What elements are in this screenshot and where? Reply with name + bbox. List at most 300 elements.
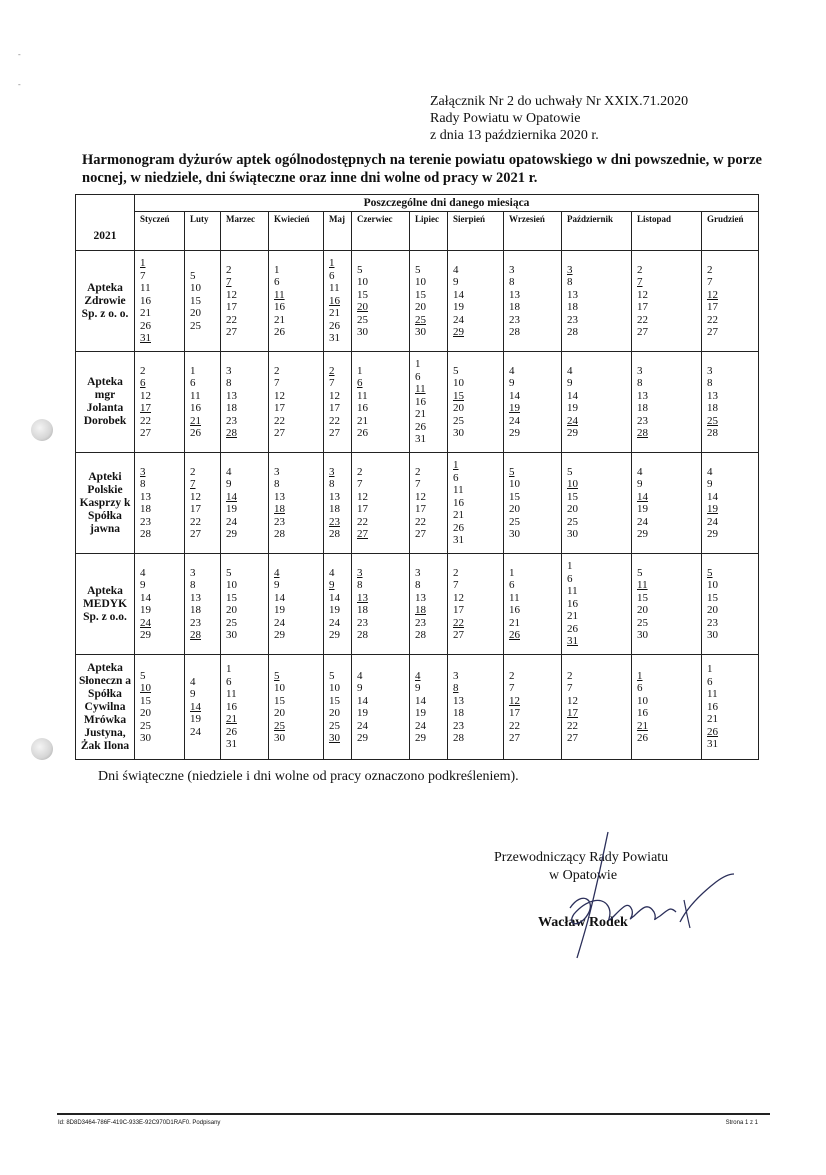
duty-day: 10 [226,579,237,591]
duty-day: 24 [509,414,520,427]
pharmacy-name: Apteka MEDYK Sp. z o.o. [76,554,135,655]
duty-day: 22 [707,313,718,326]
duty-days-list [190,365,220,440]
duty-day: 9 [567,377,573,389]
duty-day-holiday: 25 [274,719,285,732]
resolution-header [430,93,688,144]
month-header: Lipiec [410,212,448,251]
duty-day: 6 [509,579,515,591]
handwritten-signature [530,830,750,960]
duty-days-cell [324,352,352,453]
duty-day: 22 [637,313,648,326]
duty-days-cell [562,251,632,352]
duty-day-holiday: 11 [415,383,426,396]
duty-day: 29 [415,732,426,744]
duty-day: 4 [567,364,573,377]
duty-day-holiday: 15 [453,389,464,402]
duty-day: 3 [637,364,643,377]
footer-rule [57,1113,770,1115]
duty-day: 24 [329,616,340,629]
duty-day: 14 [509,389,520,402]
duty-day: 26 [226,725,237,738]
duty-day: 9 [637,478,643,490]
duty-day: 21 [329,307,340,320]
duty-day-holiday: 26 [707,725,718,738]
duty-day-holiday: 21 [637,719,648,732]
document-title: Harmonogram dyżurów aptek ogólnodostępnych na terenie powiatu opatowskiego w dni powszednie, w porze nocnej, w niedziele, dni świąteczne oraz inne dni wolne od pracy w 2021 r. [82,152,762,186]
duty-day: 18 [567,301,578,313]
duty-day: 1 [509,566,515,579]
duty-day: 2 [637,263,643,276]
duty-day: 24 [453,313,464,326]
duty-days-cell [269,655,324,760]
duty-days-list [140,466,184,541]
duty-day: 20 [453,402,464,414]
duty-days-cell [702,352,759,453]
duty-day: 8 [357,579,363,591]
duty-day: 29 [567,427,578,439]
duty-day: 22 [567,719,578,732]
duty-day-holiday: 12 [509,694,520,707]
duty-day: 4 [140,566,146,579]
duty-days-cell [504,251,562,352]
duty-day: 27 [190,528,201,540]
duty-days-cell [410,453,448,554]
duty-day: 2 [567,669,573,682]
duty-day-holiday: 1 [140,257,146,270]
duty-day: 26 [637,732,648,744]
duty-days-list [567,560,631,648]
duty-day: 5 [329,669,335,682]
duty-day: 25 [357,313,368,326]
duty-days-list [329,567,351,642]
duty-day: 14 [453,288,464,301]
duty-day-holiday: 7 [637,276,643,288]
duty-day: 30 [140,732,151,744]
duty-day: 8 [329,478,335,490]
duty-day: 22 [509,719,520,732]
punch-hole [31,738,53,760]
duty-day: 20 [190,307,201,320]
duty-day-holiday: 5 [274,669,280,682]
duty-day: 16 [140,294,151,307]
duty-day: 11 [329,282,340,295]
signatory-role-place: w Opatowie [549,868,618,883]
duty-day: 13 [567,288,578,301]
duty-day: 15 [329,694,340,707]
duty-days-cell [562,352,632,453]
duty-days-list [140,567,184,642]
duty-day: 16 [637,707,648,719]
duty-day-holiday: 21 [190,414,201,427]
duty-day: 8 [140,478,146,490]
duty-day: 7 [329,377,335,389]
duty-day: 17 [707,301,718,313]
duty-day: 27 [329,427,340,439]
duty-day-holiday: 6 [140,377,146,389]
duty-day: 12 [226,288,237,301]
duty-days-cell [269,453,324,554]
duty-days-cell [185,453,221,554]
duty-day: 30 [415,326,426,338]
duty-day: 22 [415,515,426,528]
duty-day: 8 [567,276,573,288]
duty-days-list [357,466,409,541]
duty-days-list [637,567,701,642]
duty-day: 17 [190,503,201,515]
duty-day: 19 [226,503,237,515]
duty-day: 19 [453,301,464,313]
duty-day: 7 [274,377,280,389]
duty-day: 25 [226,616,237,629]
duty-day: 26 [415,420,426,433]
duty-day-holiday: 5 [707,566,713,579]
duty-day: 13 [415,591,426,604]
duty-days-list [707,567,758,642]
duty-day: 6 [226,675,232,688]
duty-days-cell [221,453,269,554]
duty-day: 23 [509,313,520,326]
duty-day: 17 [226,301,237,313]
duty-day: 29 [509,427,520,439]
duty-day: 29 [274,629,285,641]
duty-day: 23 [453,719,464,732]
duty-day: 12 [190,490,201,503]
duty-day: 9 [226,478,232,490]
duty-day-holiday: 24 [567,414,578,427]
duty-day-holiday: 14 [637,490,648,503]
duty-day: 13 [274,490,285,503]
duty-days-list [509,567,561,642]
duty-day-holiday: 7 [190,478,196,490]
duty-days-cell [702,453,759,554]
duty-day: 17 [637,301,648,313]
duty-day: 26 [453,521,464,534]
duty-days-list [509,466,561,541]
duty-day: 11 [567,585,578,598]
pharmacy-row [76,554,759,655]
duty-day-holiday: 19 [707,503,718,515]
duty-days-list [707,466,758,541]
duty-day: 30 [357,326,368,338]
pharmacy-row [76,655,759,760]
duty-day-holiday: 1 [453,459,459,472]
duty-days-list [226,663,268,751]
duty-day: 26 [140,319,151,332]
duty-day-holiday: 14 [190,700,201,713]
duty-days-cell [269,352,324,453]
duty-days-cell [135,655,185,760]
duty-day: 11 [226,688,237,701]
duty-day-holiday: 4 [415,669,421,682]
duty-day: 21 [453,509,464,522]
duty-day: 27 [707,326,718,338]
signatory-name: Wacław Rodek [538,915,628,930]
duty-days-cell [269,251,324,352]
duty-day: 15 [190,294,201,307]
duty-day-holiday: 8 [453,682,459,694]
duty-day: 23 [274,515,285,528]
duty-day: 6 [329,269,335,282]
duty-day: 14 [357,694,368,707]
duty-day: 23 [357,616,368,629]
duty-days-list [415,567,447,642]
duty-day: 13 [637,389,648,402]
duty-days-list [329,466,351,541]
duty-days-cell [221,352,269,453]
duty-day: 28 [567,326,578,338]
duty-days-list [274,567,323,642]
duty-day: 27 [415,528,426,540]
duty-days-cell [448,655,504,760]
duty-days-cell [135,251,185,352]
duty-days-cell [185,655,221,760]
duty-days-list [453,567,503,642]
duty-day: 28 [415,629,426,641]
duty-day: 5 [453,364,459,377]
duty-days-list [509,264,561,339]
duty-days-cell [632,453,702,554]
duty-days-list [567,264,631,339]
duty-days-list [226,264,268,339]
duty-day: 6 [274,276,280,288]
duty-day-holiday: 22 [453,616,464,629]
duty-day: 24 [274,616,285,629]
month-header: Maj [324,212,352,251]
duty-day: 18 [707,402,718,414]
duty-day: 19 [637,503,648,515]
duty-days-list [637,365,701,440]
duty-day: 12 [567,694,578,707]
duty-day: 9 [415,682,421,694]
duty-day: 1 [567,560,573,573]
duty-day-holiday: 2 [329,364,335,377]
duty-day: 17 [415,503,426,515]
duty-day: 19 [140,604,151,616]
month-header: Kwiecień [269,212,324,251]
duty-day-holiday: 28 [226,427,237,439]
duty-day: 5 [637,566,643,579]
duty-day-holiday: 10 [140,682,151,694]
duty-days-cell [562,655,632,760]
duty-day-holiday: 14 [226,490,237,503]
duty-day: 29 [140,629,151,641]
duty-day: 23 [140,515,151,528]
duty-days-cell [410,655,448,760]
duty-day: 28 [357,629,368,641]
duty-day: 18 [357,604,368,616]
duty-day: 10 [415,276,426,288]
duty-day-holiday: 23 [329,515,340,528]
duty-day: 2 [226,263,232,276]
duty-day: 7 [707,276,713,288]
duty-days-list [226,466,268,541]
duty-day: 12 [140,389,151,402]
duty-day-holiday: 29 [453,326,464,338]
duty-day-holiday: 17 [140,402,151,414]
duty-day: 4 [637,465,643,478]
duty-day: 6 [190,377,196,389]
duty-day-holiday: 3 [329,465,335,478]
duty-days-cell [702,251,759,352]
duty-days-list [567,466,631,541]
duty-day: 18 [637,402,648,414]
duty-day: 27 [274,427,285,439]
duty-day: 19 [567,402,578,414]
month-header-row [76,212,759,251]
duty-day: 30 [453,427,464,439]
duty-day: 16 [707,700,718,713]
duty-day: 20 [226,604,237,616]
duty-days-cell [562,554,632,655]
duty-day: 18 [190,604,201,616]
duty-day: 4 [509,364,515,377]
duty-day: 22 [357,515,368,528]
duty-day: 4 [190,675,196,688]
duty-days-list [274,670,323,745]
duty-day: 24 [707,515,718,528]
duty-day: 13 [453,694,464,707]
month-header: Październik [562,212,632,251]
duty-day: 17 [274,402,285,414]
duty-day: 12 [415,490,426,503]
duty-day: 8 [707,377,713,389]
duty-days-cell [324,453,352,554]
duty-day: 14 [567,389,578,402]
duty-day: 2 [415,465,421,478]
duty-day: 26 [357,427,368,439]
duty-day: 1 [415,358,421,371]
duty-day: 10 [509,478,520,490]
page-number: Strona 1 z 1 [725,1120,758,1126]
duty-days-cell [352,655,410,760]
duty-day: 22 [190,515,201,528]
duty-day: 11 [140,282,151,295]
duty-days-cell [135,554,185,655]
duty-days-cell [632,352,702,453]
duty-day: 13 [140,490,151,503]
duty-day: 6 [453,471,459,484]
duty-day: 28 [453,732,464,744]
duty-day: 15 [567,490,578,503]
duty-days-list [190,567,220,642]
duty-days-list [140,365,184,440]
duty-day: 7 [567,682,573,694]
duty-day: 12 [637,288,648,301]
duty-day: 12 [329,389,340,402]
duty-day: 27 [453,629,464,641]
duty-day: 28 [329,528,340,540]
duty-day: 9 [453,276,459,288]
duty-days-list [567,670,631,745]
duty-day: 1 [226,663,232,676]
duty-day: 29 [329,629,340,641]
duty-day: 3 [274,465,280,478]
duty-day-holiday: 10 [567,478,578,490]
duty-day: 7 [140,269,146,282]
duty-day: 5 [190,269,196,282]
duty-days-cell [269,554,324,655]
duty-day: 22 [274,414,285,427]
duty-day-holiday: 6 [357,377,363,389]
duty-days-list [274,365,323,440]
duty-days-cell [185,251,221,352]
duty-day-holiday: 3 [140,465,146,478]
duty-days-list [453,264,503,339]
duty-day: 5 [226,566,232,579]
month-header: Czerwiec [352,212,410,251]
duty-days-list [453,459,503,547]
duty-day: 25 [190,319,201,332]
duty-day: 28 [707,427,718,439]
duty-day: 2 [509,669,515,682]
duty-day: 13 [190,591,201,604]
duty-day: 14 [415,694,426,707]
duty-day: 25 [453,414,464,427]
duty-day: 5 [415,263,421,276]
duty-day: 9 [357,682,363,694]
duty-days-cell [632,554,702,655]
duty-day: 8 [274,478,280,490]
duty-day: 9 [274,579,280,591]
duty-day: 6 [415,370,421,383]
duty-days-list [415,466,447,541]
duty-day-holiday: 16 [329,294,340,307]
duty-day: 8 [637,377,643,389]
duty-day: 1 [357,364,363,377]
duty-days-cell [410,352,448,453]
duty-day: 16 [509,604,520,616]
duty-day: 16 [226,700,237,713]
duty-day: 24 [637,515,648,528]
duty-days-cell [185,352,221,453]
duty-day-holiday: 21 [226,713,237,726]
duty-day: 7 [357,478,363,490]
duty-day: 18 [509,301,520,313]
duty-days-list [357,365,409,440]
duty-days-list [226,365,268,440]
duty-day: 24 [357,719,368,732]
duty-day: 14 [707,490,718,503]
duty-days-cell [221,251,269,352]
duty-day: 12 [357,490,368,503]
pharmacy-name: Apteka mgr Jolanta Dorobek [76,352,135,453]
duty-day: 21 [357,414,368,427]
duty-day: 25 [509,515,520,528]
duty-day-holiday: 1 [329,257,335,270]
duty-day: 26 [567,622,578,635]
duty-day: 24 [415,719,426,732]
duty-day-holiday: 1 [637,669,643,682]
duty-day-holiday: 24 [140,616,151,629]
duty-day: 20 [140,707,151,719]
duty-day: 2 [707,263,713,276]
duty-day: 9 [509,377,515,389]
duty-day: 26 [274,326,285,338]
duty-day-holiday: 20 [357,301,368,313]
duty-days-list [415,264,447,339]
duty-day: 20 [707,604,718,616]
duty-day: 12 [453,591,464,604]
duty-day: 2 [274,364,280,377]
duty-days-cell [352,352,410,453]
duty-days-list [140,257,184,345]
duty-day-holiday: 17 [567,707,578,719]
duty-day: 30 [226,629,237,641]
duty-days-cell [448,453,504,554]
duty-day: 16 [357,402,368,414]
pharmacy-row [76,251,759,352]
